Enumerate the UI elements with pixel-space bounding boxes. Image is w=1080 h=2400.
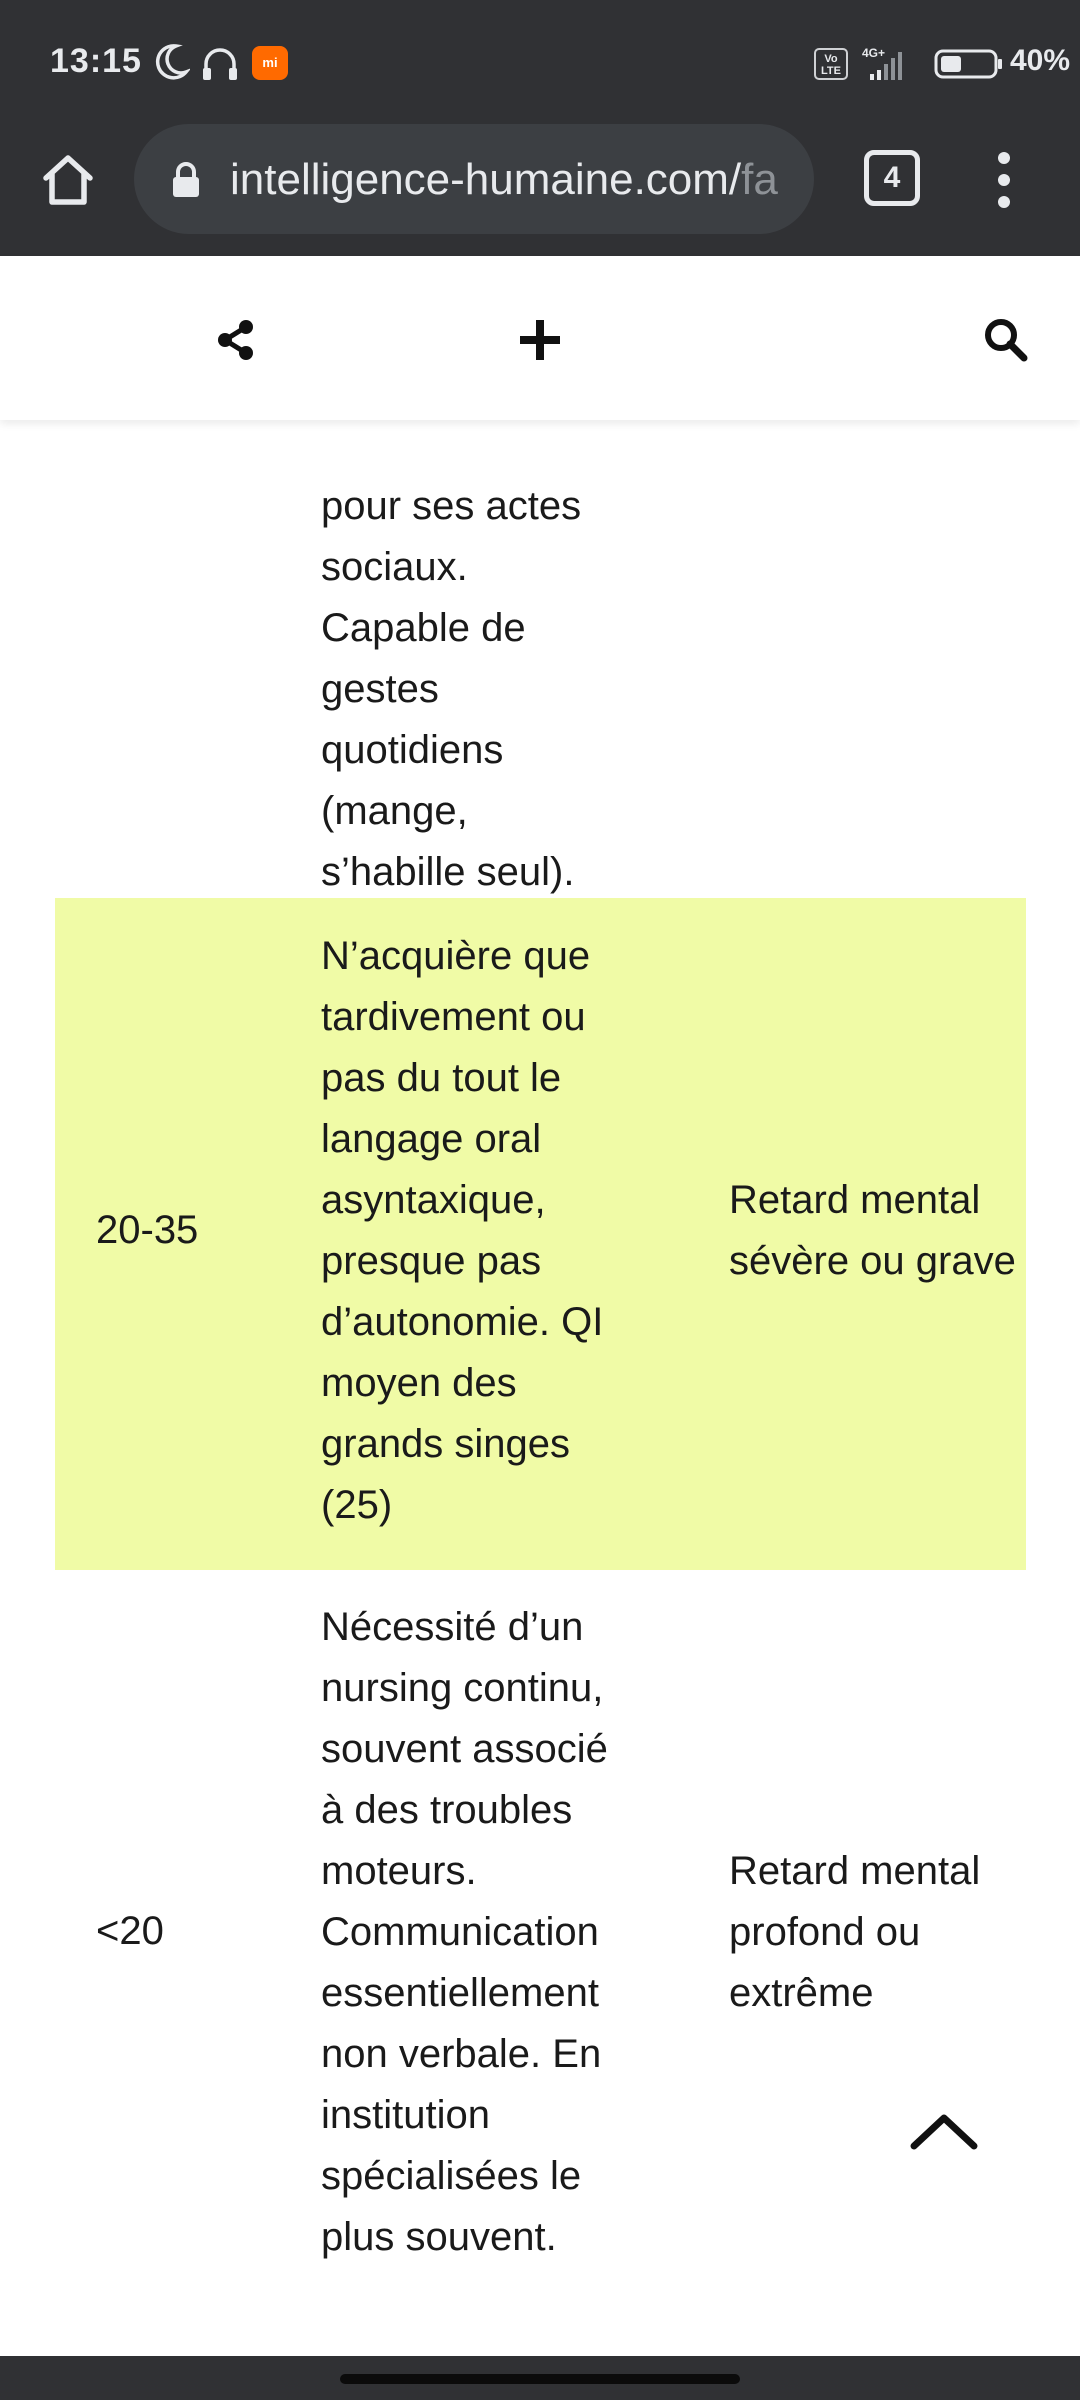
url-domain: intelligence-humaine.com/: [230, 155, 742, 204]
status-bar: [0, 0, 1080, 124]
table-cell-classification: Retard mental sévère ou grave: [729, 1178, 1016, 1283]
home-icon[interactable]: [36, 148, 100, 212]
gesture-nav-bar: [0, 2356, 1080, 2400]
status-time: 13:15: [50, 42, 142, 80]
table-cell-qi: 20-35: [96, 1208, 199, 1252]
volte-icon: Vo LTE: [814, 48, 848, 80]
cut-off-line: [321, 459, 581, 476]
address-bar[interactable]: [134, 124, 814, 234]
signal-icon: [860, 44, 920, 84]
browser-toolbar: [0, 124, 1080, 256]
headset-icon: [200, 44, 240, 82]
table-cell-classification: Retard mental profond ou extrême: [729, 1849, 981, 2015]
table-row-partial-description: [321, 420, 581, 903]
page-content: [0, 420, 1080, 2350]
chevron-up-icon[interactable]: [908, 2108, 980, 2152]
site-header: [0, 256, 1080, 420]
search-icon[interactable]: [982, 316, 1028, 362]
url-path-faded: fa: [741, 155, 778, 204]
table-cell-description: Nécessité d’un nursing continu, souvent associé à des troubles moteurs. Communication essentiellement non verbale. En institution spécialisées le plus souvent.: [321, 1605, 608, 2259]
table-cell-description: N’acquière que tardivement ou pas du tout le langage oral asyntaxique, presque pas d’autonomie. QI moyen des grands singes (25): [321, 934, 604, 1527]
more-vert-icon[interactable]: [990, 150, 1018, 210]
gesture-handle[interactable]: [340, 2374, 740, 2384]
table-cell-qi: <20: [96, 1909, 164, 1953]
tab-switcher-button[interactable]: 4: [864, 150, 920, 206]
plus-icon[interactable]: [516, 316, 564, 364]
moon-icon: [154, 42, 190, 82]
share-icon[interactable]: [214, 318, 258, 362]
battery-icon: [934, 48, 1004, 80]
mi-app-icon: mi: [252, 46, 288, 80]
url-text: [230, 155, 778, 205]
lock-icon: [170, 162, 202, 198]
battery-percent: 40%: [1010, 44, 1071, 77]
network-type-label: 4G+: [862, 46, 886, 60]
table-cell-description: pour ses actes sociaux. Capable de gestes quotidiens (mange, s’habille seul).: [321, 484, 582, 894]
